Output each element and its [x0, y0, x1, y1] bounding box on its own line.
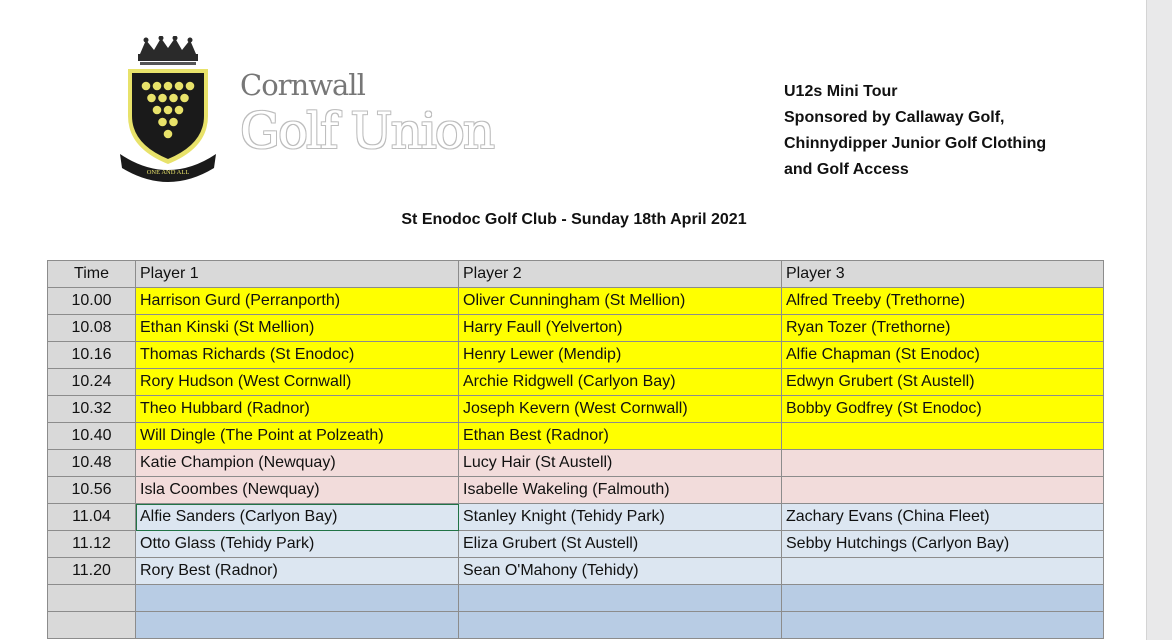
player-2-cell[interactable]: Sean O'Mahony (Tehidy): [459, 558, 782, 585]
player-1-cell[interactable]: [136, 612, 459, 639]
player-1-cell[interactable]: Thomas Richards (St Enodoc): [136, 342, 459, 369]
player-2-cell[interactable]: Harry Faull (Yelverton): [459, 315, 782, 342]
svg-text:ONE AND ALL: ONE AND ALL: [146, 169, 190, 176]
player-1-cell-selected[interactable]: Alfie Sanders (Carlyon Bay): [136, 504, 459, 531]
table-row: [48, 450, 1104, 477]
player-2-cell[interactable]: Archie Ridgwell (Carlyon Bay): [459, 369, 782, 396]
table-row: [48, 477, 1104, 504]
tee-time-cell[interactable]: [48, 612, 136, 639]
right-scroll-rail[interactable]: [1146, 0, 1172, 640]
tee-time-cell[interactable]: 10.16: [48, 342, 136, 369]
player-2-cell[interactable]: Joseph Kevern (West Cornwall): [459, 396, 782, 423]
player-1-cell[interactable]: Rory Hudson (West Cornwall): [136, 369, 459, 396]
player-1-cell[interactable]: Isla Coombes (Newquay): [136, 477, 459, 504]
table-row: [48, 558, 1104, 585]
player-3-cell[interactable]: [782, 423, 1104, 450]
player-1-cell[interactable]: Otto Glass (Tehidy Park): [136, 531, 459, 558]
tour-info-line: Chinnydipper Junior Golf Clothing: [784, 135, 1047, 152]
player-1-cell[interactable]: Rory Best (Radnor): [136, 558, 459, 585]
player-2-cell[interactable]: Henry Lewer (Mendip): [459, 342, 782, 369]
player-3-cell[interactable]: Alfred Treeby (Trethorne): [782, 288, 1104, 315]
tee-time-cell[interactable]: 10.24: [48, 369, 136, 396]
header-player-1[interactable]: Player 1: [136, 261, 459, 288]
tee-time-cell[interactable]: 10.56: [48, 477, 136, 504]
tee-time-cell[interactable]: 10.32: [48, 396, 136, 423]
header-player-3[interactable]: Player 3: [782, 261, 1104, 288]
table-row: [48, 288, 1104, 315]
player-3-cell[interactable]: Bobby Godfrey (St Enodoc): [782, 396, 1104, 423]
tee-time-cell[interactable]: 11.04: [48, 504, 136, 531]
table-row: [48, 342, 1104, 369]
player-3-cell[interactable]: Ryan Tozer (Trethorne): [782, 315, 1104, 342]
table-row: [48, 612, 1104, 639]
table-row: [48, 315, 1104, 342]
header-player-2[interactable]: Player 2: [459, 261, 782, 288]
tee-time-cell[interactable]: 10.00: [48, 288, 136, 315]
player-3-cell[interactable]: Zachary Evans (China Fleet): [782, 504, 1104, 531]
player-3-cell[interactable]: [782, 558, 1104, 585]
tour-info-block: [784, 79, 1046, 183]
player-3-cell[interactable]: Sebby Hutchings (Carlyon Bay): [782, 531, 1104, 558]
player-1-cell[interactable]: Katie Champion (Newquay): [136, 450, 459, 477]
crown-icon: [138, 36, 198, 65]
tee-time-cell[interactable]: [48, 585, 136, 612]
cornwall-crest-logo: [118, 36, 218, 186]
table-row: [48, 585, 1104, 612]
tee-time-cell[interactable]: 10.40: [48, 423, 136, 450]
table-row: [48, 396, 1104, 423]
player-3-cell[interactable]: Edwyn Grubert (St Austell): [782, 369, 1104, 396]
tee-time-cell[interactable]: 10.08: [48, 315, 136, 342]
player-3-cell[interactable]: [782, 585, 1104, 612]
shield-icon: [128, 69, 208, 164]
player-2-cell[interactable]: Stanley Knight (Tehidy Park): [459, 504, 782, 531]
org-name-golf-union: Golf Union: [240, 102, 494, 160]
player-1-cell[interactable]: Theo Hubbard (Radnor): [136, 396, 459, 423]
org-name-cornwall: Cornwall: [240, 68, 365, 102]
player-2-cell[interactable]: Isabelle Wakeling (Falmouth): [459, 477, 782, 504]
player-2-cell[interactable]: [459, 585, 782, 612]
table-row: [48, 504, 1104, 531]
player-3-cell[interactable]: [782, 450, 1104, 477]
tour-info-line: Sponsored by Callaway Golf,: [784, 109, 1005, 126]
table-header-row: [48, 261, 1104, 288]
player-1-cell[interactable]: [136, 585, 459, 612]
player-2-cell[interactable]: Eliza Grubert (St Austell): [459, 531, 782, 558]
tee-time-cell[interactable]: 10.48: [48, 450, 136, 477]
player-3-cell[interactable]: Alfie Chapman (St Enodoc): [782, 342, 1104, 369]
player-1-cell[interactable]: Will Dingle (The Point at Polzeath): [136, 423, 459, 450]
tee-time-cell[interactable]: 11.12: [48, 531, 136, 558]
player-3-cell[interactable]: [782, 477, 1104, 504]
tour-info-line: and Golf Access: [784, 161, 909, 178]
header-time[interactable]: Time: [48, 261, 136, 288]
player-3-cell[interactable]: [782, 612, 1104, 639]
table-row: [48, 369, 1104, 396]
table-row: [48, 423, 1104, 450]
player-1-cell[interactable]: Harrison Gurd (Perranporth): [136, 288, 459, 315]
player-2-cell[interactable]: Oliver Cunningham (St Mellion): [459, 288, 782, 315]
tee-time-cell[interactable]: 11.20: [48, 558, 136, 585]
player-1-cell[interactable]: Ethan Kinski (St Mellion): [136, 315, 459, 342]
player-2-cell[interactable]: [459, 612, 782, 639]
tour-info-line: U12s Mini Tour: [784, 83, 898, 100]
player-2-cell[interactable]: Lucy Hair (St Austell): [459, 450, 782, 477]
tee-time-table: [47, 260, 1104, 639]
player-2-cell[interactable]: Ethan Best (Radnor): [459, 423, 782, 450]
event-title: St Enodoc Golf Club - Sunday 18th April 2021: [401, 211, 747, 228]
table-row: [48, 531, 1104, 558]
